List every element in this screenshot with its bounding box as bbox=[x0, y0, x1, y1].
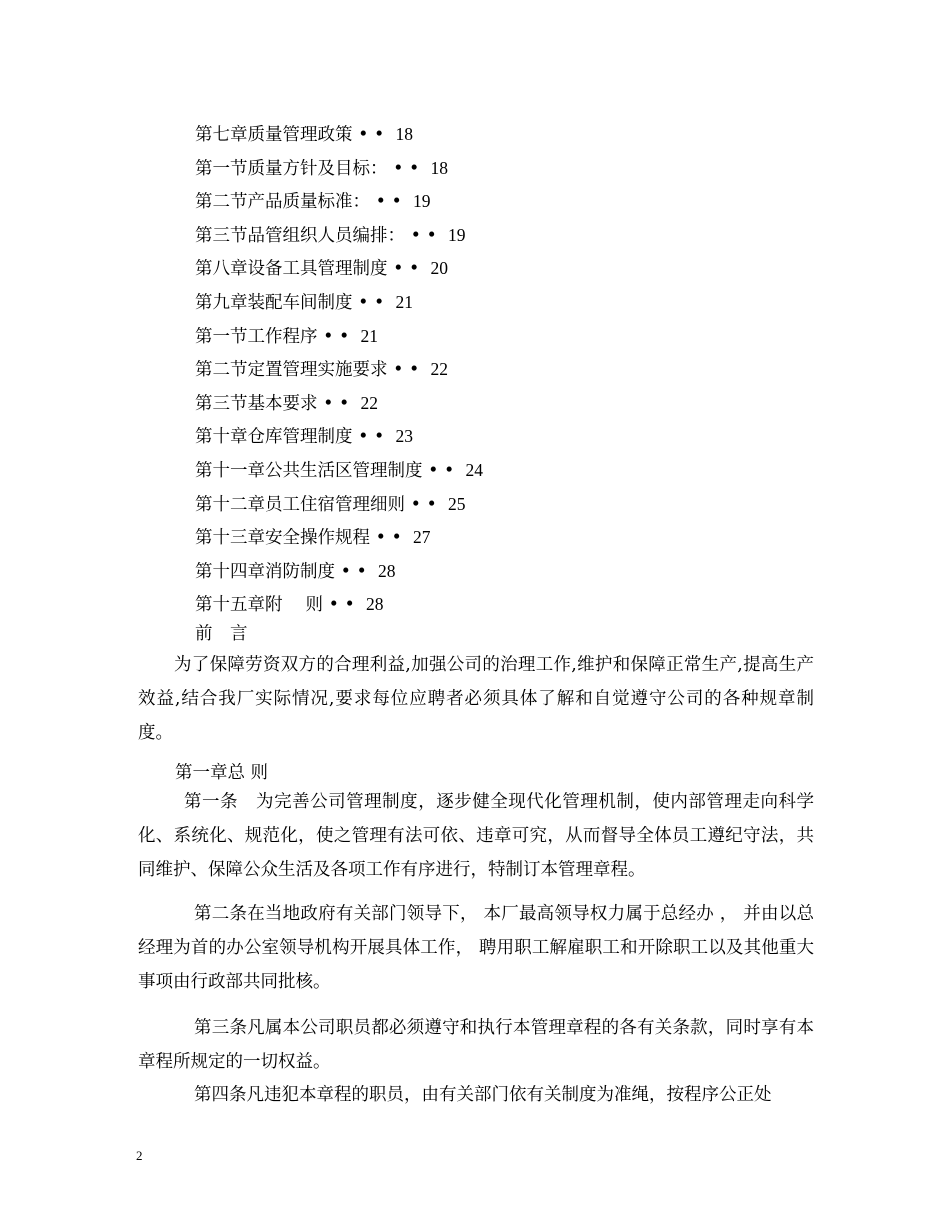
toc-entry-title: 第八章设备工具管理制度 bbox=[195, 259, 388, 280]
toc-entry-title: 第九章装配车间制度 bbox=[195, 292, 353, 313]
toc-leader-dots: • • bbox=[323, 326, 350, 347]
toc-leader-dots: • • bbox=[375, 528, 402, 549]
toc-leader-dots: • • bbox=[323, 393, 350, 414]
toc-entry bbox=[195, 387, 483, 421]
toc-entry-title: 第十章仓库管理制度 bbox=[195, 427, 353, 448]
toc-page-number: 19 bbox=[412, 191, 431, 212]
toc-entry bbox=[195, 521, 483, 555]
toc-leader-dots: • • bbox=[358, 292, 385, 313]
toc-leader-dots: • • bbox=[358, 427, 385, 448]
toc-entry-title: 第十四章消防制度 bbox=[195, 561, 335, 582]
toc-leader-dots: • • bbox=[410, 225, 437, 246]
toc-entry bbox=[195, 488, 483, 522]
toc-page-number: 27 bbox=[412, 527, 431, 548]
toc-leader-dots: • • bbox=[410, 494, 437, 515]
toc-leader-dots: • • bbox=[328, 595, 355, 616]
toc-page-number: 28 bbox=[366, 594, 384, 615]
page-number: 2 bbox=[136, 1148, 143, 1163]
toc-entry bbox=[195, 588, 483, 622]
toc-leader-dots: • • bbox=[393, 360, 420, 381]
toc-entry bbox=[195, 286, 483, 320]
toc-entry-title: 第十二章员工住宿管理细则 bbox=[195, 494, 405, 515]
toc-entry-title: 第七章质量管理政策 bbox=[195, 125, 353, 145]
toc-page-number: 28 bbox=[377, 560, 396, 581]
toc-page-number: 22 bbox=[360, 392, 378, 413]
toc-leader-dots: • • bbox=[428, 460, 455, 481]
toc-entry-title: 第二节产品质量标准： bbox=[195, 192, 370, 213]
toc-entry bbox=[195, 118, 483, 152]
toc-leader-dots: • • bbox=[393, 158, 420, 179]
chapter-heading: 第一章总 则 bbox=[175, 763, 269, 783]
toc-page-number: 21 bbox=[395, 291, 413, 312]
toc-leader-dots: • • bbox=[358, 125, 385, 145]
toc-page-number: 23 bbox=[395, 426, 413, 447]
toc-entry-title: 第三节品管组织人员编排： bbox=[195, 225, 405, 246]
preface-paragraph: 为了保障劳资双方的合理利益,加强公司的治理工作,维护和保障正常生产,提高生产效益,结合我厂实际情况,要求每位应聘者必须具体了解和自觉遵守公司的各种规章制度。 bbox=[138, 655, 814, 743]
toc-page-number: 24 bbox=[465, 459, 483, 480]
article-paragraph: 第四条凡违犯本章程的职员，由有关部门依有关制度为准绳，按程序公正处 bbox=[194, 1085, 772, 1105]
toc-page-number: 21 bbox=[360, 325, 378, 346]
toc-entry-title: 第二节定置管理实施要求 bbox=[195, 360, 388, 381]
toc-page-number: 22 bbox=[430, 359, 448, 380]
toc-entry-title: 第一节质量方针及目标： bbox=[195, 158, 388, 179]
toc-leader-dots: • • bbox=[393, 259, 420, 280]
toc-entry bbox=[195, 555, 483, 589]
toc-entry bbox=[195, 454, 483, 488]
toc-entry-title: 第十一章公共生活区管理制度 bbox=[195, 460, 423, 481]
toc-page-number: 25 bbox=[447, 493, 466, 514]
article-paragraph: 第一条 为完善公司管理制度，逐步健全现代化管理机制，使内部管理走向科学化、系统化、规范化，使之管理有法可依、违章可究，从而督导全体员工遵纪守法，共同维护、保障公众生活及各项工作有序进行，特制订本管理章程。 bbox=[138, 792, 814, 880]
toc-entry-title: 第十五章附 则 bbox=[195, 595, 324, 616]
toc-entry bbox=[195, 152, 483, 186]
toc-entry bbox=[195, 185, 483, 219]
toc-leader-dots: • • bbox=[375, 192, 402, 213]
toc-page-number: 18 bbox=[430, 157, 448, 178]
toc-entry bbox=[195, 219, 483, 253]
toc-entry bbox=[195, 420, 483, 454]
toc-page-number: 19 bbox=[447, 224, 466, 245]
toc-entry bbox=[195, 320, 483, 354]
toc-entry bbox=[195, 252, 483, 286]
toc-page-number: 20 bbox=[430, 258, 448, 279]
toc-leader-dots: • • bbox=[340, 561, 367, 582]
table-of-contents bbox=[195, 118, 483, 622]
toc-page-number: 18 bbox=[395, 124, 413, 144]
toc-entry-title: 第一节工作程序 bbox=[195, 326, 318, 347]
toc-entry bbox=[195, 353, 483, 387]
preface-heading: 前 言 bbox=[195, 624, 248, 644]
toc-entry-title: 第十三章安全操作规程 bbox=[195, 528, 370, 549]
article-paragraph: 第二条在当地政府有关部门领导下， 本厂最高领导权力属于总经办 ， 并由以总经理为首的办公室领导机构开展具体工作， 聘用职工解雇职工和开除职工以及其他重大事项由行政部共同批核。 bbox=[138, 904, 814, 992]
article-paragraph: 第三条凡属本公司职员都必须遵守和执行本管理章程的各有关条款，同时享有本章程所规定的一切权益。 bbox=[138, 1018, 814, 1072]
toc-entry-title: 第三节基本要求 bbox=[195, 393, 318, 414]
